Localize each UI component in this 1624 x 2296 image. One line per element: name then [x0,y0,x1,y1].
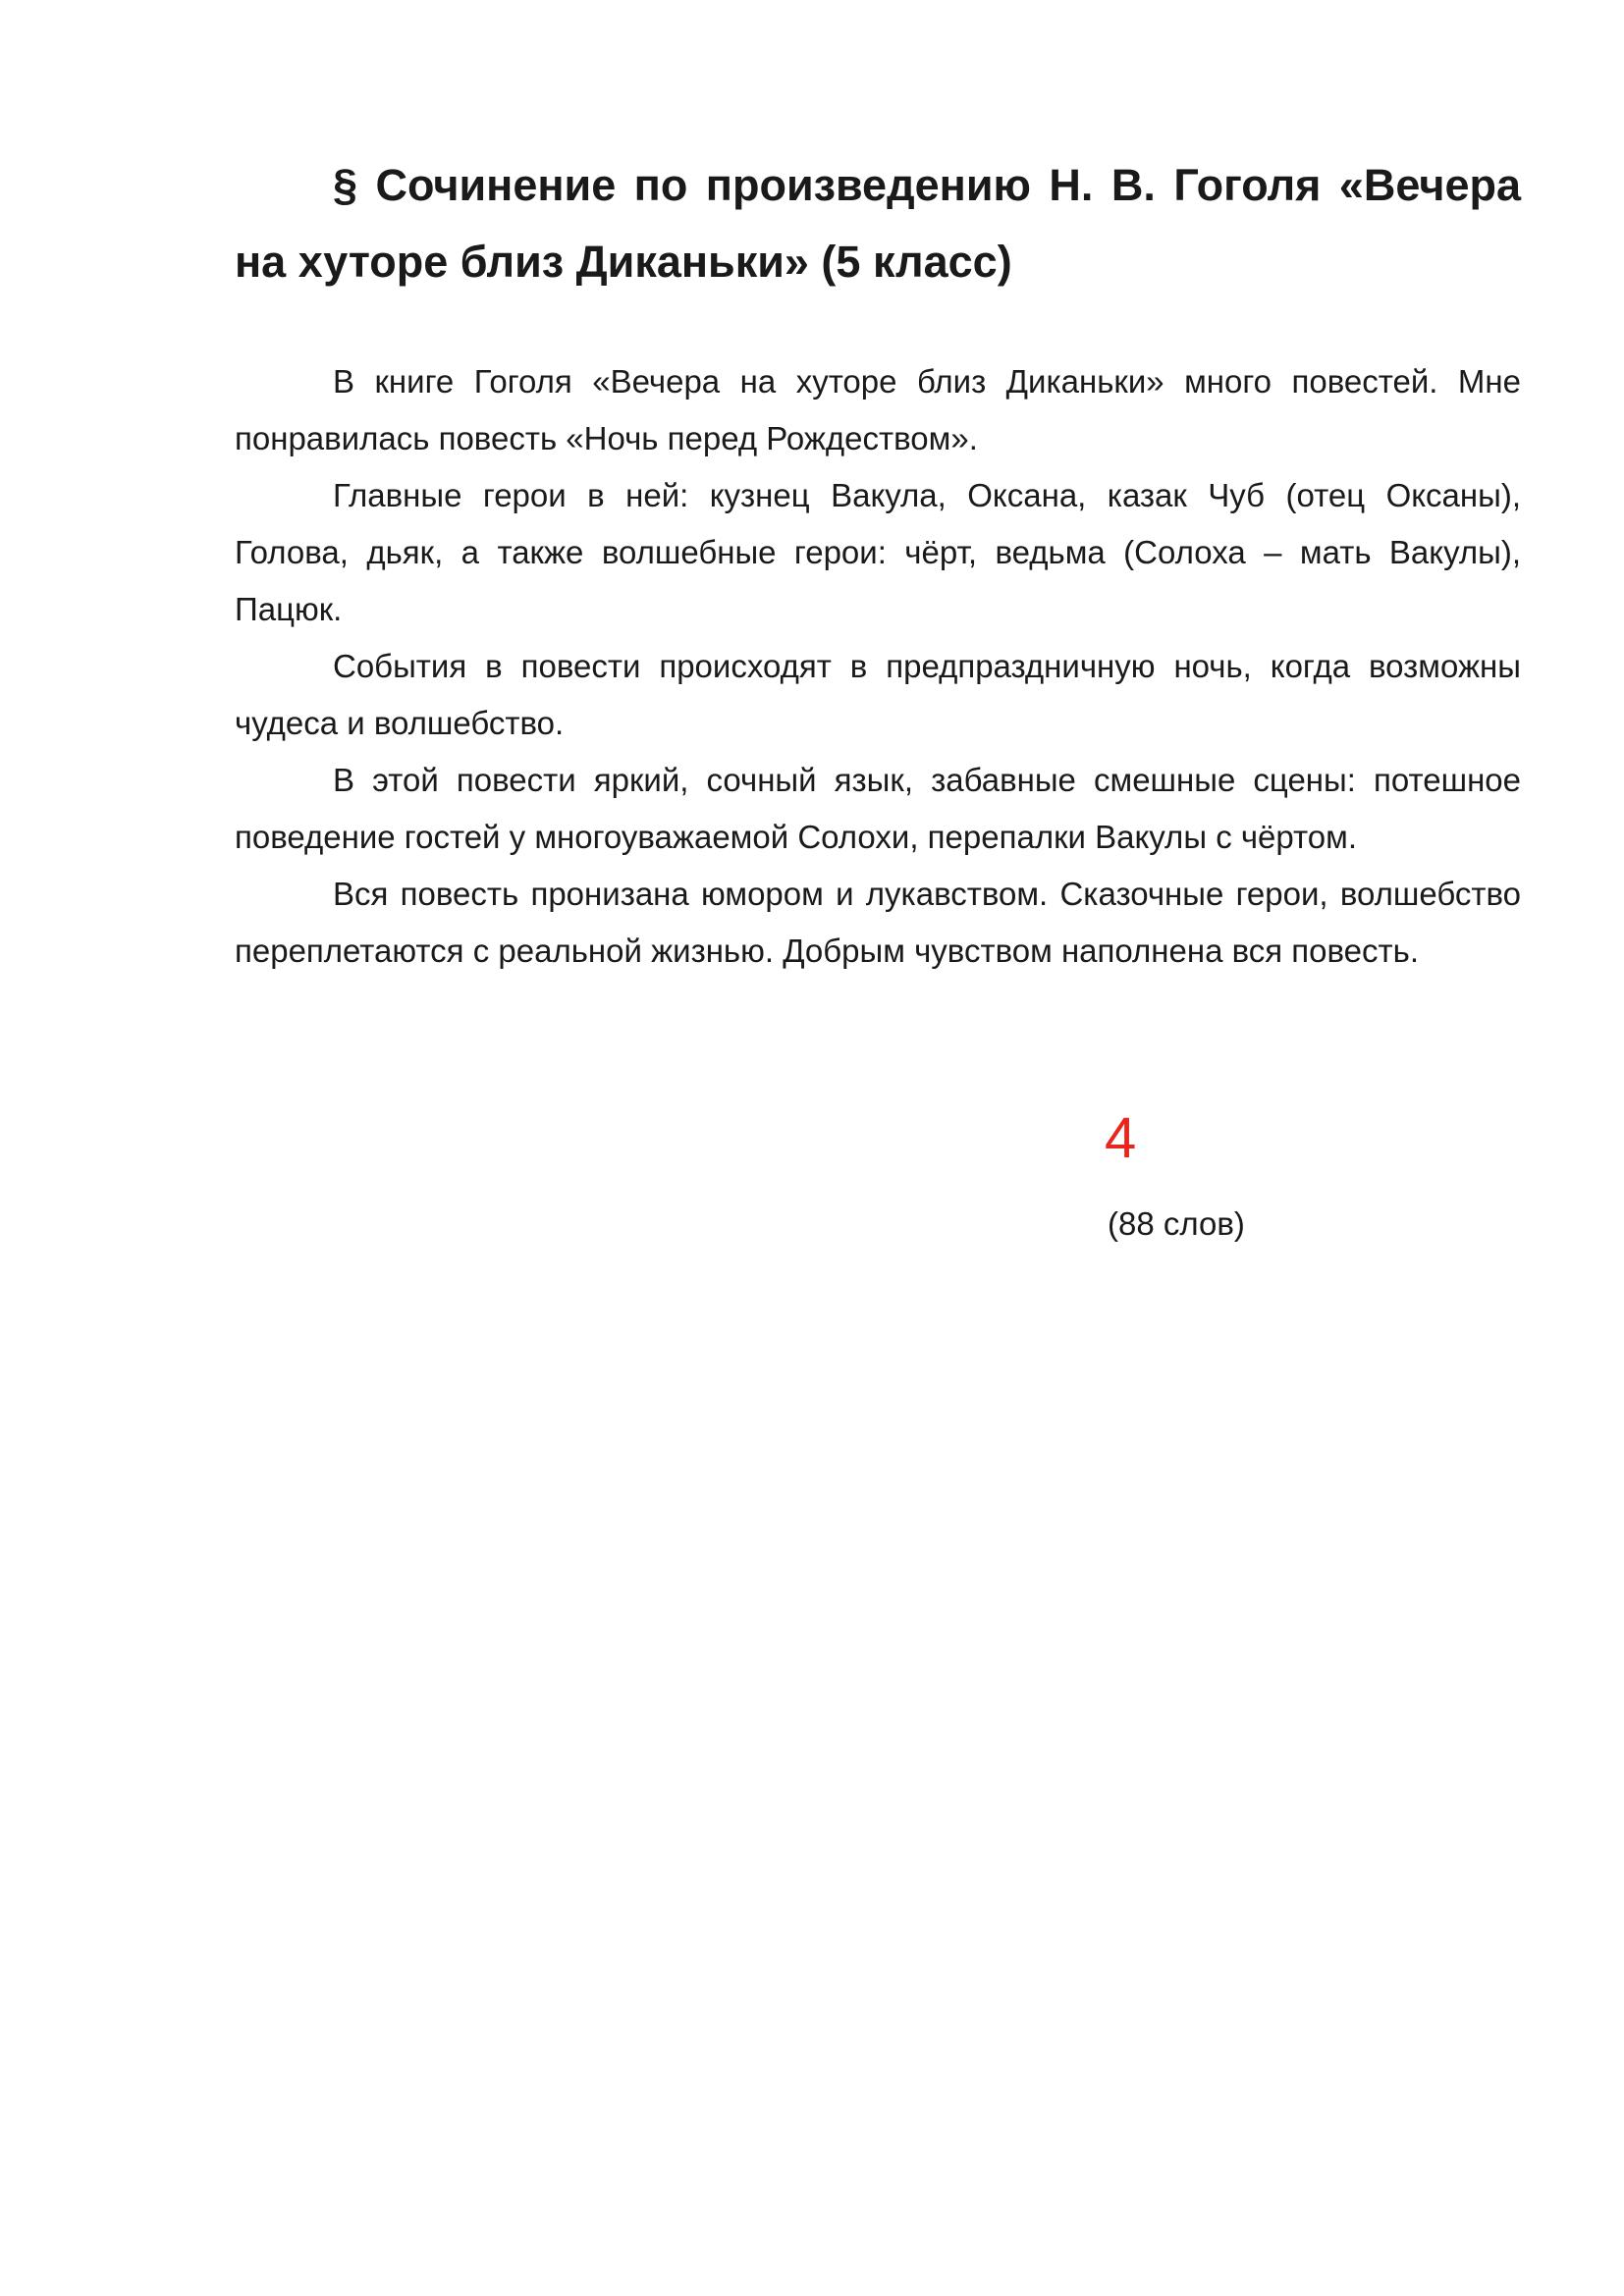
paragraph: В книге Гоголя «Вечера на хуторе близ Диканьки» много повестей. Мне понравилась повесть «Ночь перед Рождеством». [235,363,1521,456]
paragraph: Вся повесть пронизана юмором и лукавством. Сказочные герои, волшебство переплетаются с реальной жизнью. Добрым чувством наполнена вся повесть. [235,876,1521,969]
document-title: § Сочинение по произведению Н. В. Гоголя «Вечера на хуторе близ Диканьки» (5 класс) [235,160,1521,287]
paragraph: В этой повести яркий, сочный язык, забавные смешные сцены: потешное поведение гостей у многоуважаемой Солохи, перепалки Вакулы с чёртом. [235,762,1521,855]
grade-mark: 4 [1105,1106,1137,1170]
paragraph: События в повести происходят в предпраздничную ночь, когда возможны чудеса и волшебство. [235,648,1521,741]
paragraph: Главные герои в ней: кузнец Вакула, Оксана, казак Чуб (отец Оксаны), Голова, дьяк, а также волшебные герои: чёрт, ведьма (Солоха – мать Вакулы), Пацюк. [235,477,1521,627]
word-count: (88 слов) [1108,1205,1245,1242]
essay-body [235,353,1521,980]
